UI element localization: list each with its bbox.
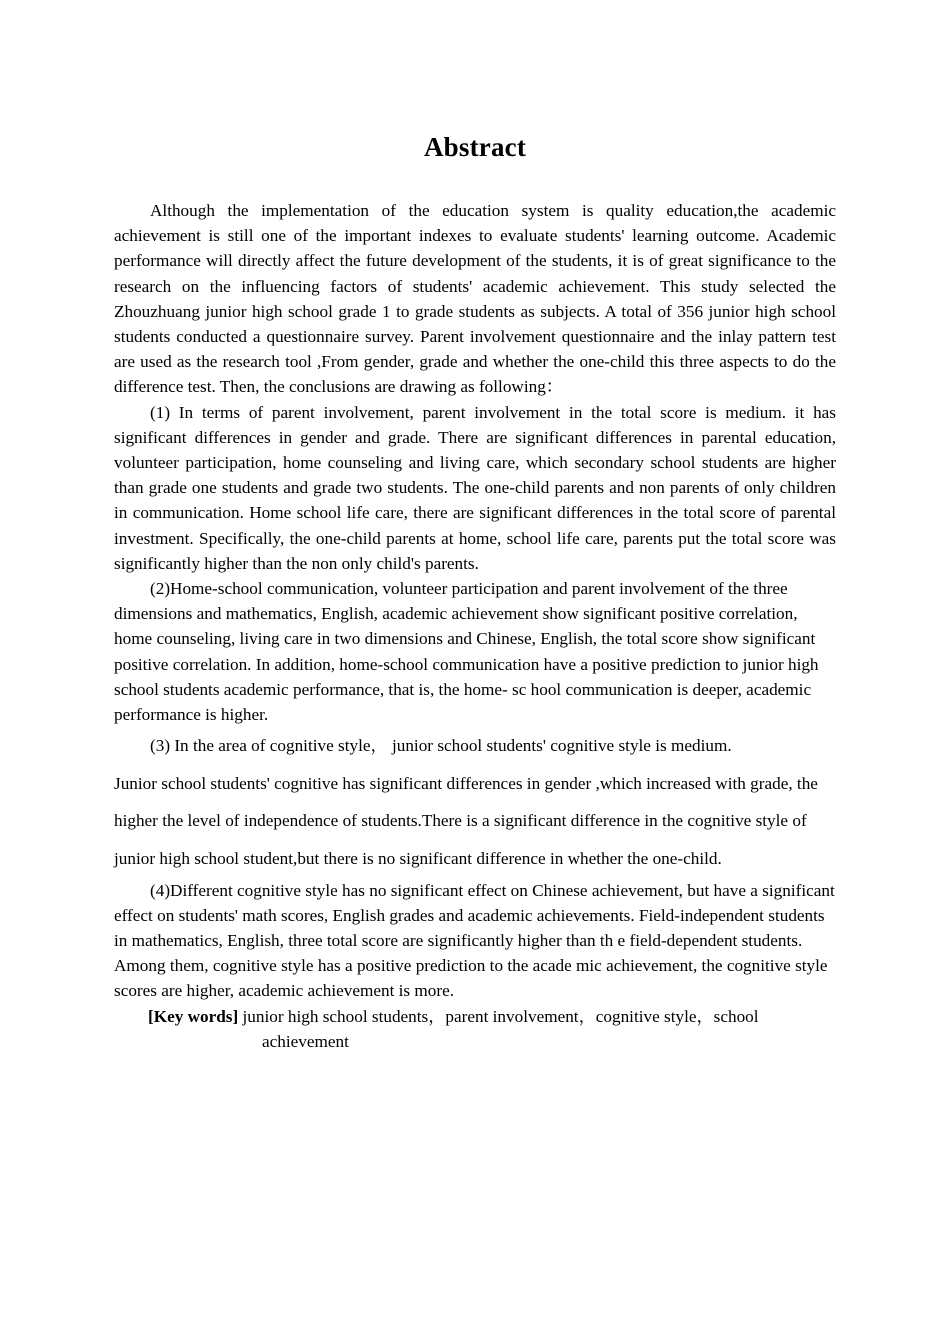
paragraph-conclusion-4: (4)Different cognitive style has no significant effect on Chinese achievement, but have a significant effect on students' math scores, English grades and academic achievements. Field-independent students in mathematics, English, three total score are significantly higher than th e field-dependent students. Among them, cognitive style has a positive prediction to the acade mic achievement, the cognitive style scores are higher, academic achievement is more. — [114, 880, 835, 1001]
keywords-section — [114, 1004, 836, 1054]
paragraph-conclusion-1: (1) In terms of parent involvement, parent involvement in the total score is medium. it has significant differences in gender and grade. There are significant differences in parental education, volunteer participation, home counseling and living care, which secondary school students are higher than grade one students and grade two students. The one-child parents and non parents of only children in communication. Home school life care, there are significant differences in the total score of parental investment. Specifically, the one-child parents at home, school life care, parents put the total score was significantly higher than the non only child's parents. — [114, 402, 836, 573]
keywords-list-line-2: achievement — [262, 1031, 349, 1051]
page-title: Abstract — [423, 132, 527, 162]
keywords-list-line-1: junior high school students，parent involvement，cognitive style，school — [238, 1006, 759, 1026]
keywords-label: [Key words] — [148, 1006, 239, 1026]
paragraph-conclusion-2: (2)Home-school communication, volunteer participation and parent involvement of the three dimensions and mathematics, English, academic achievement show significant positive correlation, home counseling, living care in two dimensions and Chinese, English, the total score show significant positive correlation. In addition, home-school communication have a positive prediction to junior high school students academic performance, that is, the home- sc hool communication is deeper, academic performance is higher. — [114, 579, 819, 725]
abstract-body — [114, 198, 836, 1054]
paragraph-conclusion-3-body: Junior school students' cognitive has significant differences in gender ,which increased with grade, the higher the level of independence of students.There is a significant difference in the cognitive style of junior high school student,but there is no significant difference in whether the one-child. — [114, 773, 818, 869]
paragraph-intro: Although the implementation of the education system is quality education,the academic achievement is still one of the important indexes to evaluate students' learning outcome. Academic performance will directly affect the future development of the students, it is of great significance to the research on the influencing factors of students' academic achievement. This study selected the Zhouzhuang junior high school grade 1 to grade students as subjects. A total of 356 junior high school students conducted a questionnaire survey. Parent involvement questionnaire and the inlay pattern test are used as the research tool ,From gender, grade and whether the one-child this three aspects to do the difference test. Then, the conclusions are drawing as following： — [114, 201, 836, 397]
paragraph-conclusion-3-first-line: (3) In the area of cognitive style， junior school students' cognitive style is medium. — [150, 736, 732, 756]
